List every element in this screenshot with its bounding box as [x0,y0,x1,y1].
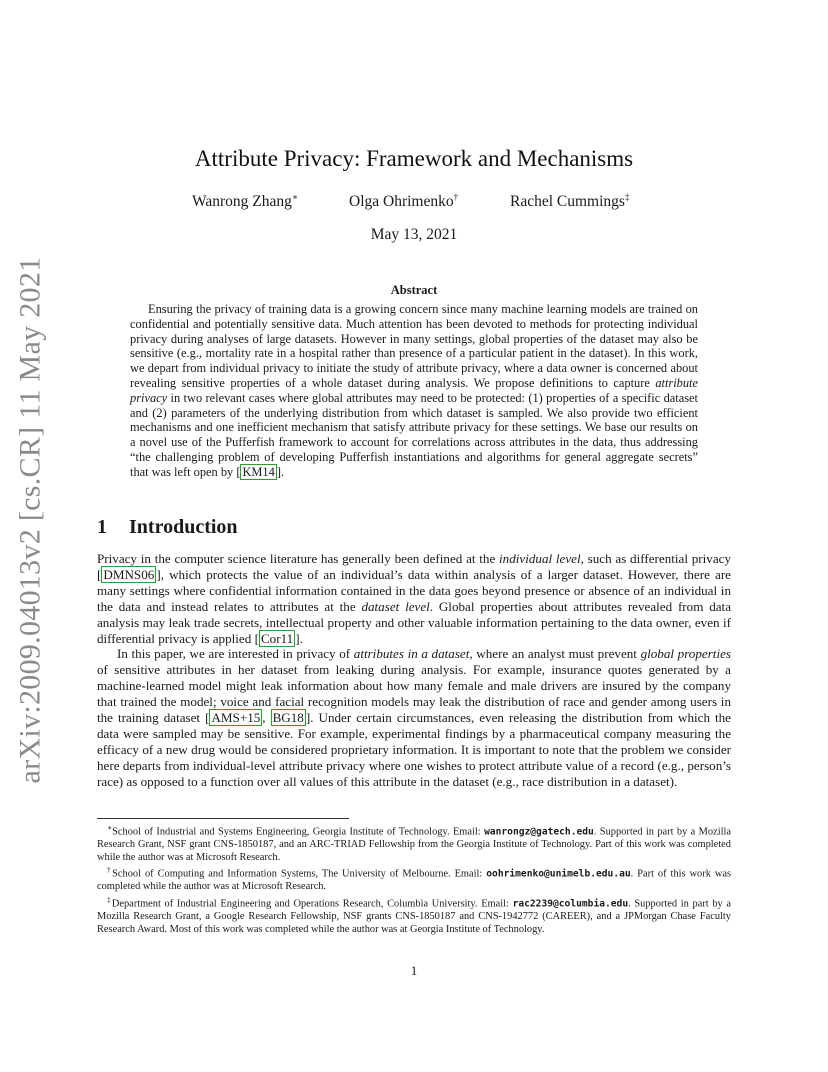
abstract-emphasis: attribute privacy [130,375,698,405]
paragraph: Privacy in the computer science literature has generally been defined at the individual level, such as differential privacy [ DMNS06 ], which protects the value of an individual’s data within analysis of a larger dataset. However, there are many settings where confidential information contained in the data goes beyond presence or absence of an individual in the data and instead relates to attributes at the dataset level. Global properties about attributes revealed from data analysis may leak trade secrets, intellectual property and other valuable information pertaining to the data owner, even if differential privacy is applied [ Cor11 ]. [97,551,732,646]
footnote-text: . Part of this work was completed while the author was at Microsoft Research. [97,868,732,893]
emphasis: dataset level [361,598,430,614]
text-segment: Privacy in the computer science literature has generally been defined at the [97,551,500,566]
footnotes [97,822,731,936]
footnote-mark: ∗ [107,823,113,832]
footnote-divider [97,818,349,819]
footnote [97,894,731,936]
arxiv-identifier-stamp [10,256,50,784]
citation-link[interactable]: DMNS06 [103,566,155,582]
text-segment: . Under certain circumstances, even releasing the distribution from which the data were sampled may be sensitive. For example, experimental findings by a pharmaceutical company measuring the efficacy of a new drug would be considered proprietary information. It is important to note that the problem we consider here departs from individual-level attribute privacy where one wishes to protect attribute value of a record (e.g., person’s race) as opposed to a function over all values of this attribute in the dataset (e.g., race distribution in a dataset). [97,710,731,789]
email-address[interactable]: oohrimenko@unimelb.edu.au [486,868,631,880]
section-number: 1 [97,516,107,538]
introduction-body [97,551,731,790]
author-mark: † [453,192,459,202]
section-heading [97,516,238,539]
abstract-text: Ensuring the privacy of training data is a growing concern since many machine learning models are trained on confidential and potentially sensitive data. Much attention has been devoted to methods for protecting individual privacy during analyses of large datasets. However in many settings, global properties of the dataset may also be sensitive (e.g., mortality rate in a hospital rather than presence of a particular patient in the dataset). In this work, we depart from individual privacy to initiate the study of attribute privacy, where a data owner is concerned about revealing sensitive properties of a whole dataset during analysis. We propose definitions to capture attribute privacy in two relevant cases where global attributes may need to be protected: (1) properties of a specific dataset and (2) parameters of the underlying distribution from which dataset is sampled. We also provide two efficient mechanisms and one inefficient mechanism that satisfy attribute privacy for these settings. We base our results on a novel use of the Pufferfish framework to account for correlations across attributes in the data, thus addressing “the challenging problem of developing Pufferfish instantiations and algorithms for general aggregate secrets” that was left open by [ KM14 ]. [130,302,698,479]
footnote-text: Department of Industrial Engineering and Operations Research, Columbia University. Email: [111,898,513,910]
abstract-segment: . [280,464,285,479]
footnote-mark: † [107,865,113,875]
citation-link[interactable]: AMS+15 [211,710,261,726]
section-title: Introduction [129,516,238,538]
footnote-text: School of Industrial and Systems Engineering, Georgia Institute of Technology. Email: [112,826,485,838]
text-segment: In this paper, we are interested in privacy of [117,646,354,662]
footnote [97,864,731,894]
text-segment: . [299,630,303,646]
author-name: Wanrong Zhang [192,193,292,210]
author-mark: ∗ [291,192,299,202]
emphasis: individual level [499,551,581,566]
email-address[interactable]: rac2239@columbia.edu [512,898,629,910]
citation-link[interactable]: BG18 [272,710,304,726]
text-segment: , where an analyst must prevent [469,646,641,662]
arxiv-stamp-text: arXiv:2009.04013v2 [cs.CR] 11 May 2021 [13,256,47,784]
footnote-text: . Supported in part by a Mozilla Research Grant, a Google Research Fellowship, NSF grants CNS-1850187 and CNS-1942772 (CAREER), and a JPMorgan Chase Faculty Research Award. Most of this work was completed while the author was at Georgia Institute of Technology. [97,898,732,935]
paragraph: In this paper, we are interested in privacy of attributes in a dataset, where an analyst must prevent global properties of sensitive attributes in her dataset from leaking during analysis. For example, insurance quotes generated by a machine-learned model might leak information about how many female and male drivers are insured by the company that trained the model; voice and facial recognition models may leak the distribution of race and gender among users in the training dataset [ AMS+15 , BG18 ]. Under certain circumstances, even releasing the distribution from which the data were sampled may be sensitive. For example, experimental findings by a pharmaceutical company measuring the efficacy of a new drug would be considered proprietary information. It is important to note that the problem we consider here departs from individual-level attribute privacy where one wishes to protect attribute value of a record (e.g., person’s race) as opposed to a function over all values of this attribute in the dataset (e.g., race distribution in a dataset). [97,646,731,789]
author [510,192,629,211]
footnote-text: . Supported in part by a Mozilla Research Grant, NSF grant CNS-1850187, and an ARC-TRIAD Fellowship from the Georgia Institute of Technology. Part of this work was completed while the author was at Microsoft Research. [97,826,731,863]
page-number: 1 [410,963,418,978]
paper-title: Attribute Privacy: Framework and Mechanisms [194,146,634,171]
author-name: Rachel Cummings [510,193,625,210]
email-address[interactable]: wanrongz@gatech.edu [484,826,594,838]
footnote-text: School of Computing and Information Systems, The University of Melbourne. Email: [112,868,487,880]
abstract-heading: Abstract [390,283,438,297]
emphasis: attributes in a dataset [353,646,470,662]
paper-date: May 13, 2021 [370,226,458,243]
text-segment: . Global properties about attributes revealed from data analysis may leak trade secrets, intellectual property and other valuable information pertaining to the data owner, even if differential privacy is applied [97,598,732,646]
footnote-mark: ‡ [107,894,112,904]
footnote [97,822,731,864]
citation-link[interactable]: Cor11 [260,630,294,646]
abstract-segment: Ensuring the privacy of training data is a growing concern since many machine learning models are trained on confidential and potentially sensitive data. Much attention has been devoted to methods for protecting individual privacy during analyses of large datasets. However in many settings, global properties of the dataset may also be sensitive (e.g., mortality rate in a hospital rather than presence of a particular patient in the dataset). In this work, we depart from individual privacy to initiate the study of attribute privacy, where a data owner is concerned about revealing sensitive properties of a whole dataset during analysis. We propose definitions to capture [130,302,698,390]
citation-link[interactable]: KM14 [242,464,275,479]
emphasis: global properties [640,646,731,662]
text-segment: of sensitive attributes in her dataset from leaking during analysis. For example, insurance quotes generated by a machine-learned model might leak information about how many female and male drivers are insured by the company that trained the model; voice and facial recognition models may leak the distribution of race and gender among users in the training dataset [97,662,731,726]
author-name: Olga Ohrimenko [349,193,454,210]
author [349,192,458,211]
author-mark: ‡ [624,192,630,202]
text-segment: , which protects the value of an individual’s data within analysis of a larger dataset. However, there are many settings where confidential information contained in the data goes beyond presence or absence of an individual in the data and instead relates to attributes at the [97,566,731,614]
abstract-segment: in two relevant cases where global attributes may need to be protected: (1) properties of a specific dataset and (2) parameters of the underlying distribution from which dataset is sampled. We also provide two efficient mechanisms and one inefficient mechanism that satisfy attribute privacy for these settings. We base our results on a novel use of the Pufferfish framework to account for correlations across attributes in the data, thus addressing “the challenging problem of developing Pufferfish instantiations and algorithms for general aggregate secrets” that was left open by [130,390,698,479]
author [192,192,298,211]
text-segment: , such as differential privacy [580,551,731,566]
